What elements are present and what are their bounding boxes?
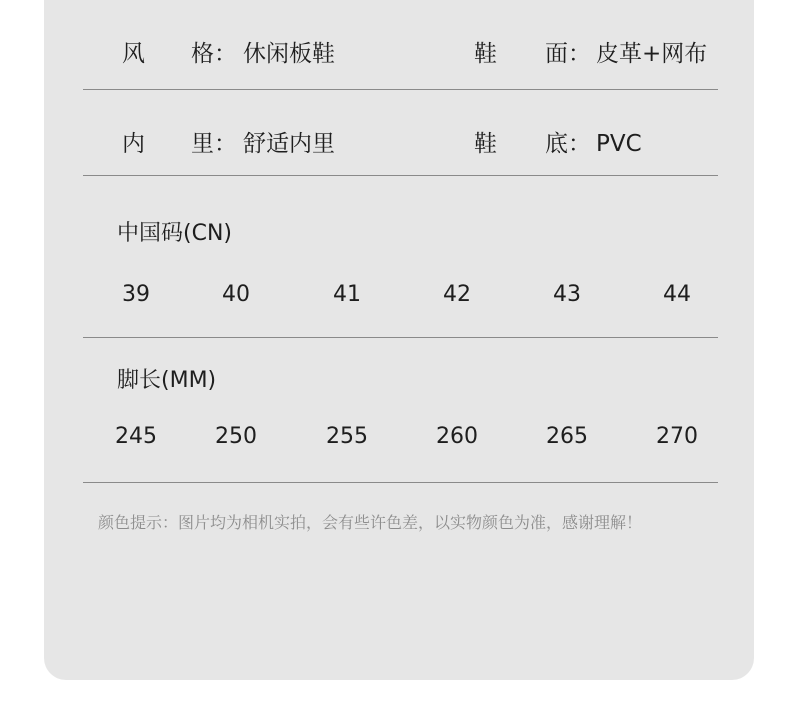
- cn-size-value: 42: [443, 282, 471, 307]
- spec-label-sole-a: 鞋: [474, 131, 497, 157]
- cn-size-heading: 中国码(CN): [117, 221, 232, 246]
- foot-length-value: 260: [436, 424, 478, 449]
- cn-size-value: 41: [333, 282, 361, 307]
- foot-length-value: 245: [115, 424, 157, 449]
- spec-value-style: 休闲板鞋: [243, 41, 335, 67]
- spec-label-lining-b: 里：: [191, 131, 237, 157]
- spec-label-style-a: 风: [122, 41, 145, 67]
- spec-value-sole: PVC: [596, 131, 642, 157]
- cn-size-value: 43: [553, 282, 581, 307]
- spec-label-upper-a: 鞋: [474, 41, 497, 67]
- spec-label-style-b: 格：: [191, 41, 237, 67]
- divider: [83, 482, 718, 483]
- foot-length-value: 250: [215, 424, 257, 449]
- spec-label-lining-a: 内: [122, 131, 145, 157]
- spec-label-upper-b: 面：: [545, 41, 591, 67]
- divider: [83, 89, 718, 90]
- spec-label-sole-b: 底：: [545, 131, 591, 157]
- foot-length-value: 265: [546, 424, 588, 449]
- cn-size-value: 39: [122, 282, 150, 307]
- cn-size-value: 40: [222, 282, 250, 307]
- spec-value-upper: 皮革+网布: [596, 41, 708, 67]
- foot-length-value: 255: [326, 424, 368, 449]
- spec-value-lining: 舒适内里: [243, 131, 335, 157]
- spec-card: [44, 0, 754, 680]
- color-disclaimer-note: 颜色提示：图片均为相机实拍，会有些许色差，以实物颜色为准，感谢理解！: [98, 513, 643, 532]
- divider: [83, 175, 718, 176]
- divider: [83, 337, 718, 338]
- foot-length-value: 270: [656, 424, 698, 449]
- cn-size-value: 44: [663, 282, 691, 307]
- foot-length-heading: 脚长(MM): [117, 368, 217, 393]
